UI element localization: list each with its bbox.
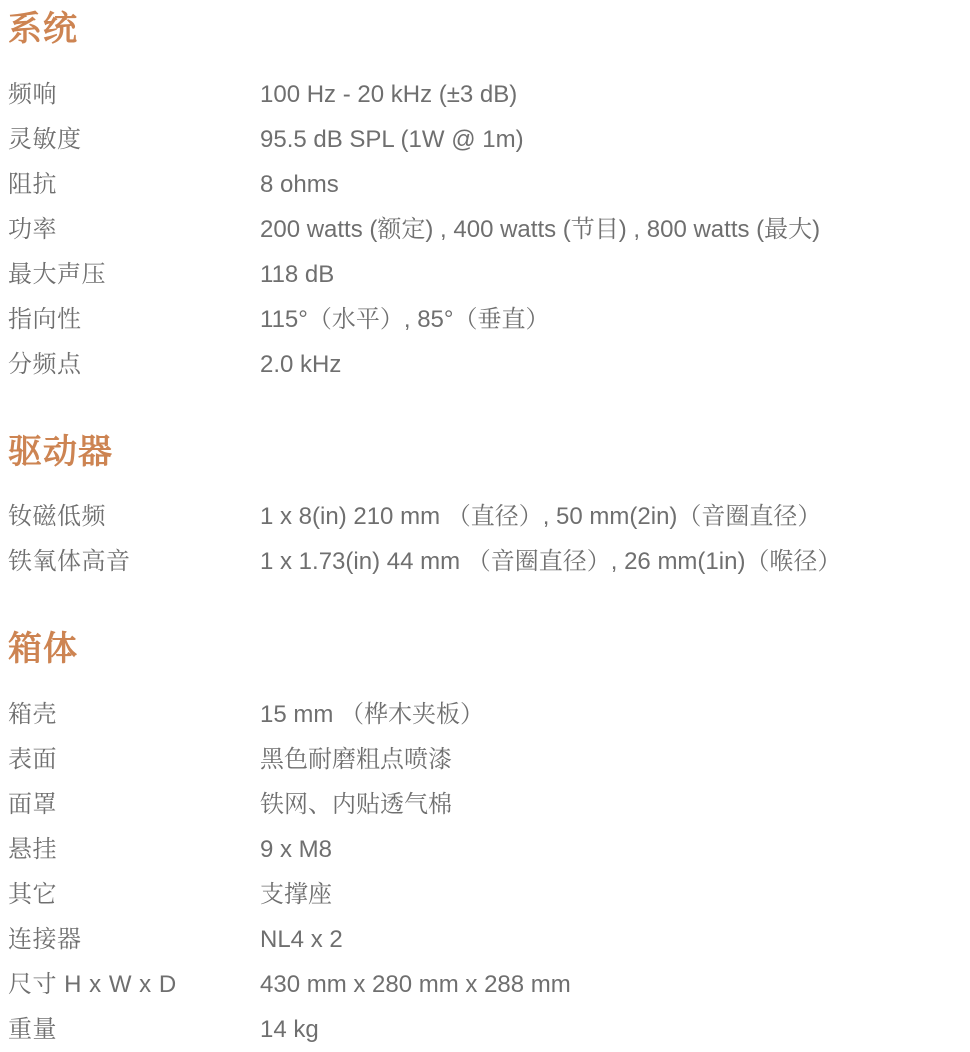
spec-label: 其它: [8, 880, 57, 908]
spec-row-partial: [8, 1007, 960, 1052]
spec-label: 表面: [8, 745, 57, 773]
spec-row: [8, 539, 960, 584]
spec-label: 钕磁低频: [8, 503, 106, 530]
spec-label: 连接器: [8, 925, 82, 953]
spec-label: 功率: [8, 215, 57, 243]
spec-label: 重量: [8, 1015, 57, 1043]
spec-row: [8, 827, 960, 872]
spec-row: [8, 782, 960, 827]
spec-label: 阻抗: [8, 170, 57, 198]
spec-label: 箱壳: [8, 700, 57, 728]
spec-row: [8, 117, 960, 162]
spec-value: 14 kg: [260, 1015, 319, 1043]
spec-label: 悬挂: [8, 835, 57, 863]
spec-value: 100 Hz - 20 kHz (±3 dB): [260, 80, 518, 108]
spec-row: [8, 494, 960, 539]
spec-label: 指向性: [8, 305, 82, 333]
spec-value: 95.5 dB SPL (1W @ 1m): [260, 125, 524, 153]
spec-value: 黑色耐磨粗点喷漆: [260, 745, 452, 773]
spec-value: 8 ohms: [260, 170, 339, 198]
spec-row: [8, 297, 960, 342]
spec-label: 灵敏度: [8, 125, 82, 153]
spec-row: [8, 342, 960, 387]
spec-row: [8, 72, 960, 117]
section-cabinet: [8, 628, 960, 1052]
spec-label: 最大声压: [8, 260, 106, 288]
spec-value: 9 x M8: [260, 835, 333, 863]
spec-row: [8, 962, 960, 1007]
spec-row: [8, 252, 960, 297]
spec-label: 频响: [8, 80, 57, 108]
spec-value: 1 x 1.73(in) 44 mm （音圈直径）, 26 mm(1in)（喉径）: [260, 548, 842, 575]
section-title: 驱动器: [8, 432, 113, 471]
spec-value: 115°（水平）, 85°（垂直）: [260, 305, 550, 333]
section-title: 系统: [8, 10, 78, 48]
spec-value: 15 mm （桦木夹板）: [260, 700, 485, 728]
spec-row: [8, 207, 960, 252]
spec-row: [8, 872, 960, 917]
spec-value: 200 watts (额定) , 400 watts (节目) , 800 watts (最大): [260, 215, 821, 243]
section-title: 箱体: [8, 630, 78, 668]
spec-label: 尺寸 H x W x D: [8, 970, 177, 998]
spec-row: [8, 737, 960, 782]
spec-value: 2.0 kHz: [260, 350, 342, 378]
spec-row: [8, 917, 960, 962]
spec-row: [8, 692, 960, 737]
spec-value: NL4 x 2: [260, 925, 343, 953]
section-drivers: [8, 431, 960, 585]
section-system: [8, 8, 960, 387]
spec-value: 支撑座: [260, 880, 332, 908]
spec-label: 分频点: [8, 350, 82, 378]
spec-row: [8, 162, 960, 207]
spec-value: 430 mm x 280 mm x 288 mm: [260, 970, 571, 998]
spec-label: 面罩: [8, 790, 57, 818]
spec-value: 铁网、内贴透气棉: [260, 790, 452, 818]
spec-value: 1 x 8(in) 210 mm （直径）, 50 mm(2in)（音圈直径）: [260, 503, 822, 530]
spec-label: 铁氧体高音: [8, 548, 131, 575]
spec-value: 118 dB: [260, 260, 335, 288]
